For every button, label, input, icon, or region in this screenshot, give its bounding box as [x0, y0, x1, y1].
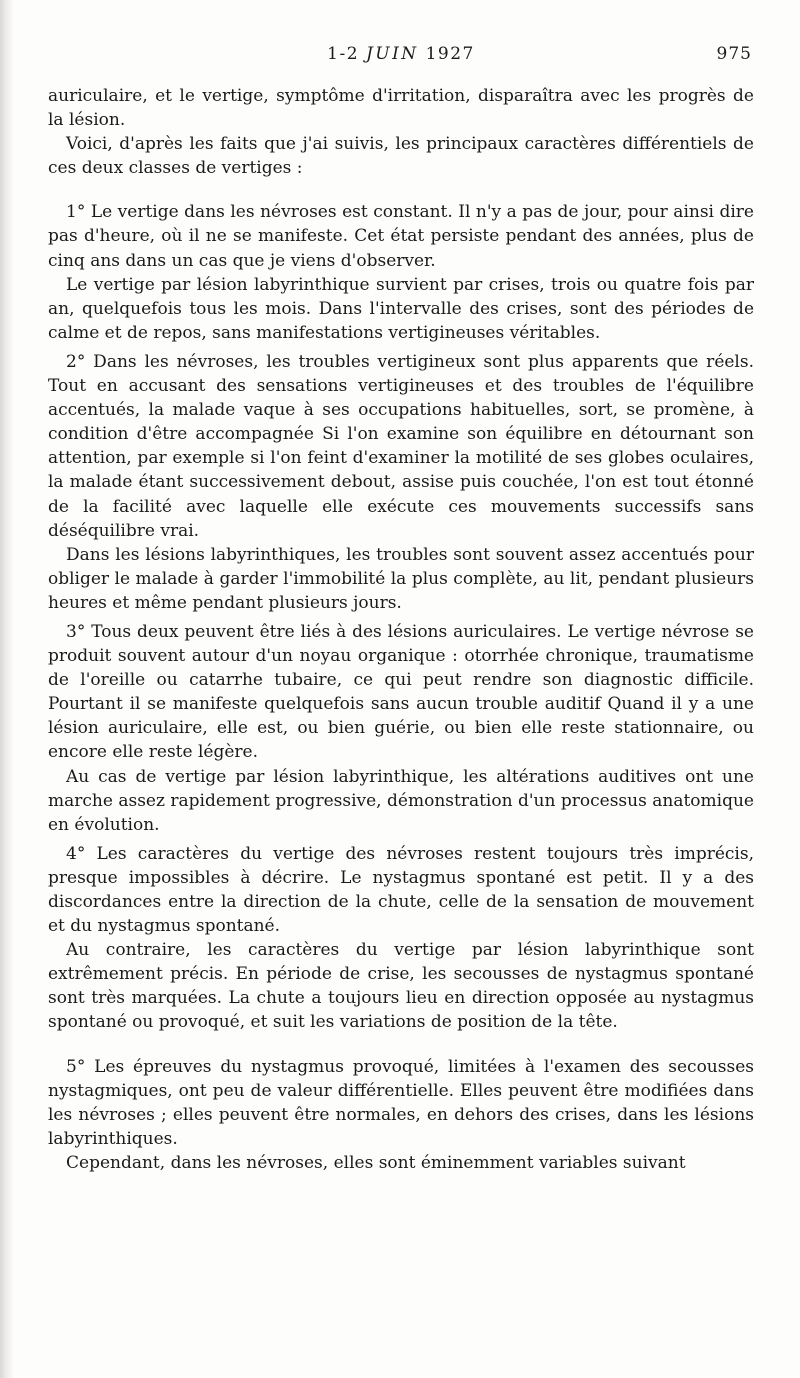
page-edge-shadow [0, 0, 14, 1378]
paragraph: 2° Dans les névroses, les troubles vertigineux sont plus apparents que réels. Tout en accusant des sensations vertigineuses et des troubles de l'équilibre accentués, la malade vaque à ses occupations habituelles, sort, se promène, à condition d'être accompagnée Si l'on examine son équilibre en détournant son attention, par exemple si l'on feint d'examiner la motilité de ses globes oculaires, la malade étant successivement debout, assise puis couchée, l'on est tout étonné de la facilité avec laquelle elle exécute ces mouvements successifs sans déséquilibre vrai. [48, 351, 754, 541]
body-text [48, 84, 754, 1175]
paragraph: 5° Les épreuves du nystagmus provoqué, limitées à l'examen des secousses nystagmiques, ont peu de valeur différentielle. Elles peuvent être modifiées dans les névroses ; elles peuvent être normales, en dehors des crises, dans les lésions labyrinthiques. [48, 1056, 754, 1149]
paragraph: 3° Tous deux peuvent être liés à des lésions auriculaires. Le vertige névrose se produit souvent autour d'un noyau organique : otorrhée chronique, traumatisme de l'oreille ou catarrhe tubaire, ce qui peut rendre son diagnostic difficile. Pourtant il se manifeste quelquefois sans aucun trouble auditif Quand il y a une lésion auriculaire, elle est, ou bien guérie, ou bien elle reste stationnaire, ou encore elle reste légère. [48, 621, 754, 763]
paragraph: Le vertige par lésion labyrinthique survient par crises, trois ou quatre fois par an, quelquefois tous les mois. Dans l'intervalle des crises, sont des périodes de calme et de repos, sans manifestations vertigineuses véritables. [48, 274, 754, 343]
paragraph: 4° Les caractères du vertige des névroses restent toujours très imprécis, presque impossibles à décrire. Le nystagmus spontané est petit. Il y a des discordances entre la direction de la chute, celle de la sensation de mouvement et du nystagmus spontané. [48, 843, 754, 937]
paragraph: Voici, d'après les faits que j'ai suivis, les principaux caractères différentiels de ces deux classes de vertiges : [48, 134, 754, 179]
paragraph: Dans les lésions labyrinthiques, les troubles sont souvent assez accentués pour obliger le malade à garder l'immobilité la plus complète, au lit, pendant plusieurs heures et même pendant plusieurs jours. [48, 544, 754, 613]
header-year: 1927 [425, 44, 475, 64]
header-date-prefix: 1-2 [327, 44, 360, 64]
paragraph: Cependant, dans les névroses, elles sont éminemment variables suivant [66, 1152, 686, 1173]
paragraph: 1° Le vertige dans les névroses est constant. Il n'y a pas de jour, pour ainsi dire pas d'heure, où il ne se manifeste. Cet état persiste pendant des années, plus de cinq ans dans un cas que je viens d'observer. [48, 202, 754, 271]
paragraph: Au contraire, les caractères du vertige par lésion labyrinthique sont extrêmement précis. En période de crise, les secousses de nystagmus spontané sont très marquées. La chute a toujours lieu en direction opposée au nystagmus spontané ou provoqué, et suit les variations de position de la tête. [48, 940, 754, 1033]
paragraph: auriculaire, et le vertige, symptôme d'irritation, disparaîtra avec les progrès de la lésion. [48, 86, 754, 131]
page-number: 975 [716, 44, 752, 64]
paragraph: Au cas de vertige par lésion labyrinthique, les altérations auditives ont une marche assez rapidement progressive, démonstration d'un processus anatomique en évolution. [48, 766, 754, 835]
header-date [48, 44, 754, 64]
running-header [48, 44, 754, 74]
header-month: JUIN [365, 44, 419, 64]
